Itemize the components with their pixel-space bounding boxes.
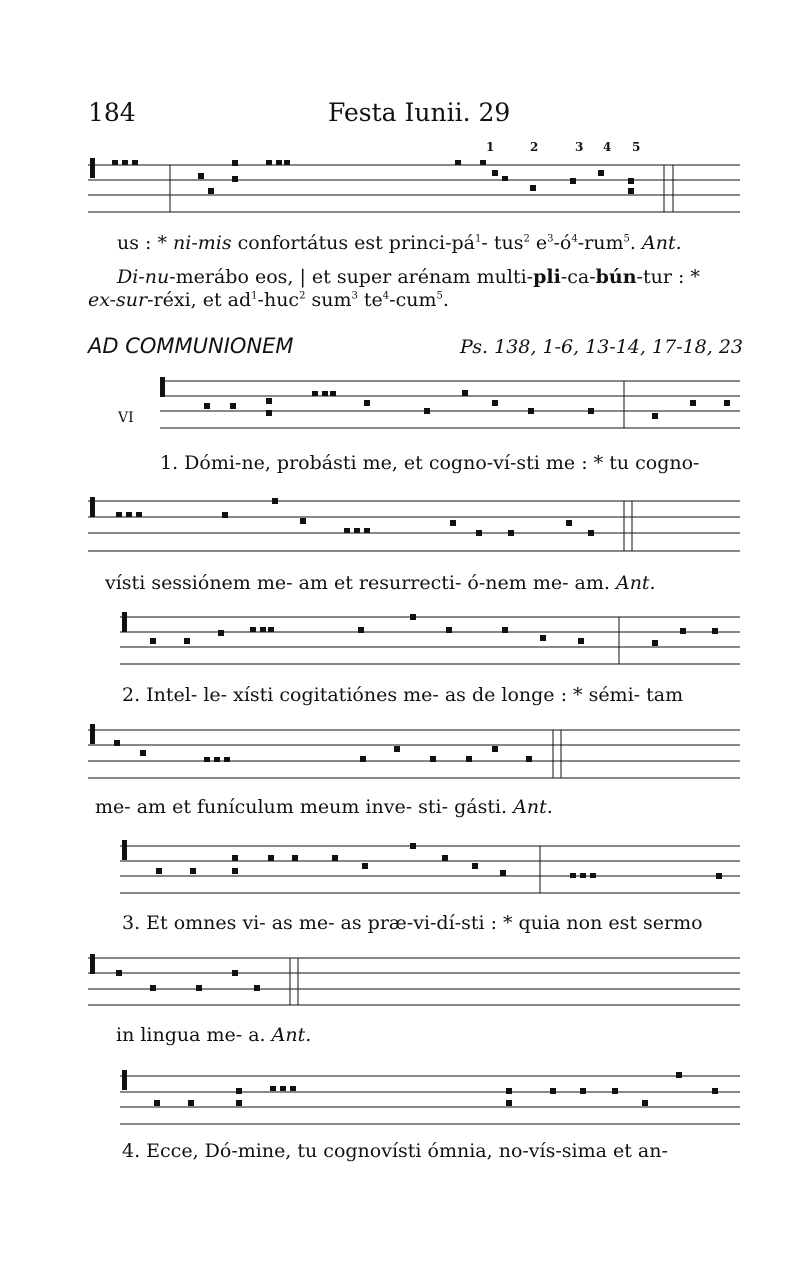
psalm-reference: Ps. 138, 1-6, 13-14, 17-18, 23	[460, 336, 744, 358]
section-title: AD COMMUNIONEM	[88, 334, 294, 358]
mode-label: VI	[118, 410, 134, 426]
page-title: Festa Iunii. 29	[328, 98, 511, 127]
verse-2-cont: me- am et funículum meum inve- sti- gásti. Ant.	[95, 796, 553, 818]
text-line-1: us : * ni-mis confortátus est princi-$pá^1-$ tus$^2$ $e^3-ó^4-rum^5$. Ant.	[117, 232, 682, 254]
verse-2: 2. Intel- le- xísti cogitatiónes me- as de longe : * sémi- tam	[122, 684, 684, 706]
verse-1-cont: vísti sessiónem me- am et resurrecti- ó-nem me- am. Ant.	[105, 572, 656, 594]
verse-3: 3. Et omnes vi- as me- as præ-vi-dí-sti : * quia non est sermo	[122, 912, 703, 934]
text-line-2a: Di-nu-merábo eos, | et super arénam multi-pli-ca-bún-tur : *	[117, 266, 700, 288]
verse-4: 4. Ecce, Dó-mine, tu cognovísti ómnia, no-vís-sima et an-	[122, 1140, 668, 1162]
syllable-number-2: 2	[530, 140, 539, 154]
text-line-2b: ex-sur-réxi, et $ad^1-huc^2$ sum$^3$ $te^4-cum^5$.	[88, 289, 449, 311]
syllable-number-3: 3	[575, 140, 584, 154]
verse-1: 1. Dómi-ne, probásti me, et cogno-ví-sti me : * tu cogno-	[160, 452, 700, 474]
syllable-number-1: 1	[486, 140, 495, 154]
syllable-number-4: 4	[603, 140, 612, 154]
page-number: 184	[88, 98, 136, 127]
syllable-number-5: 5	[632, 140, 641, 154]
verse-3-cont: in lingua me- a. Ant.	[116, 1024, 312, 1046]
